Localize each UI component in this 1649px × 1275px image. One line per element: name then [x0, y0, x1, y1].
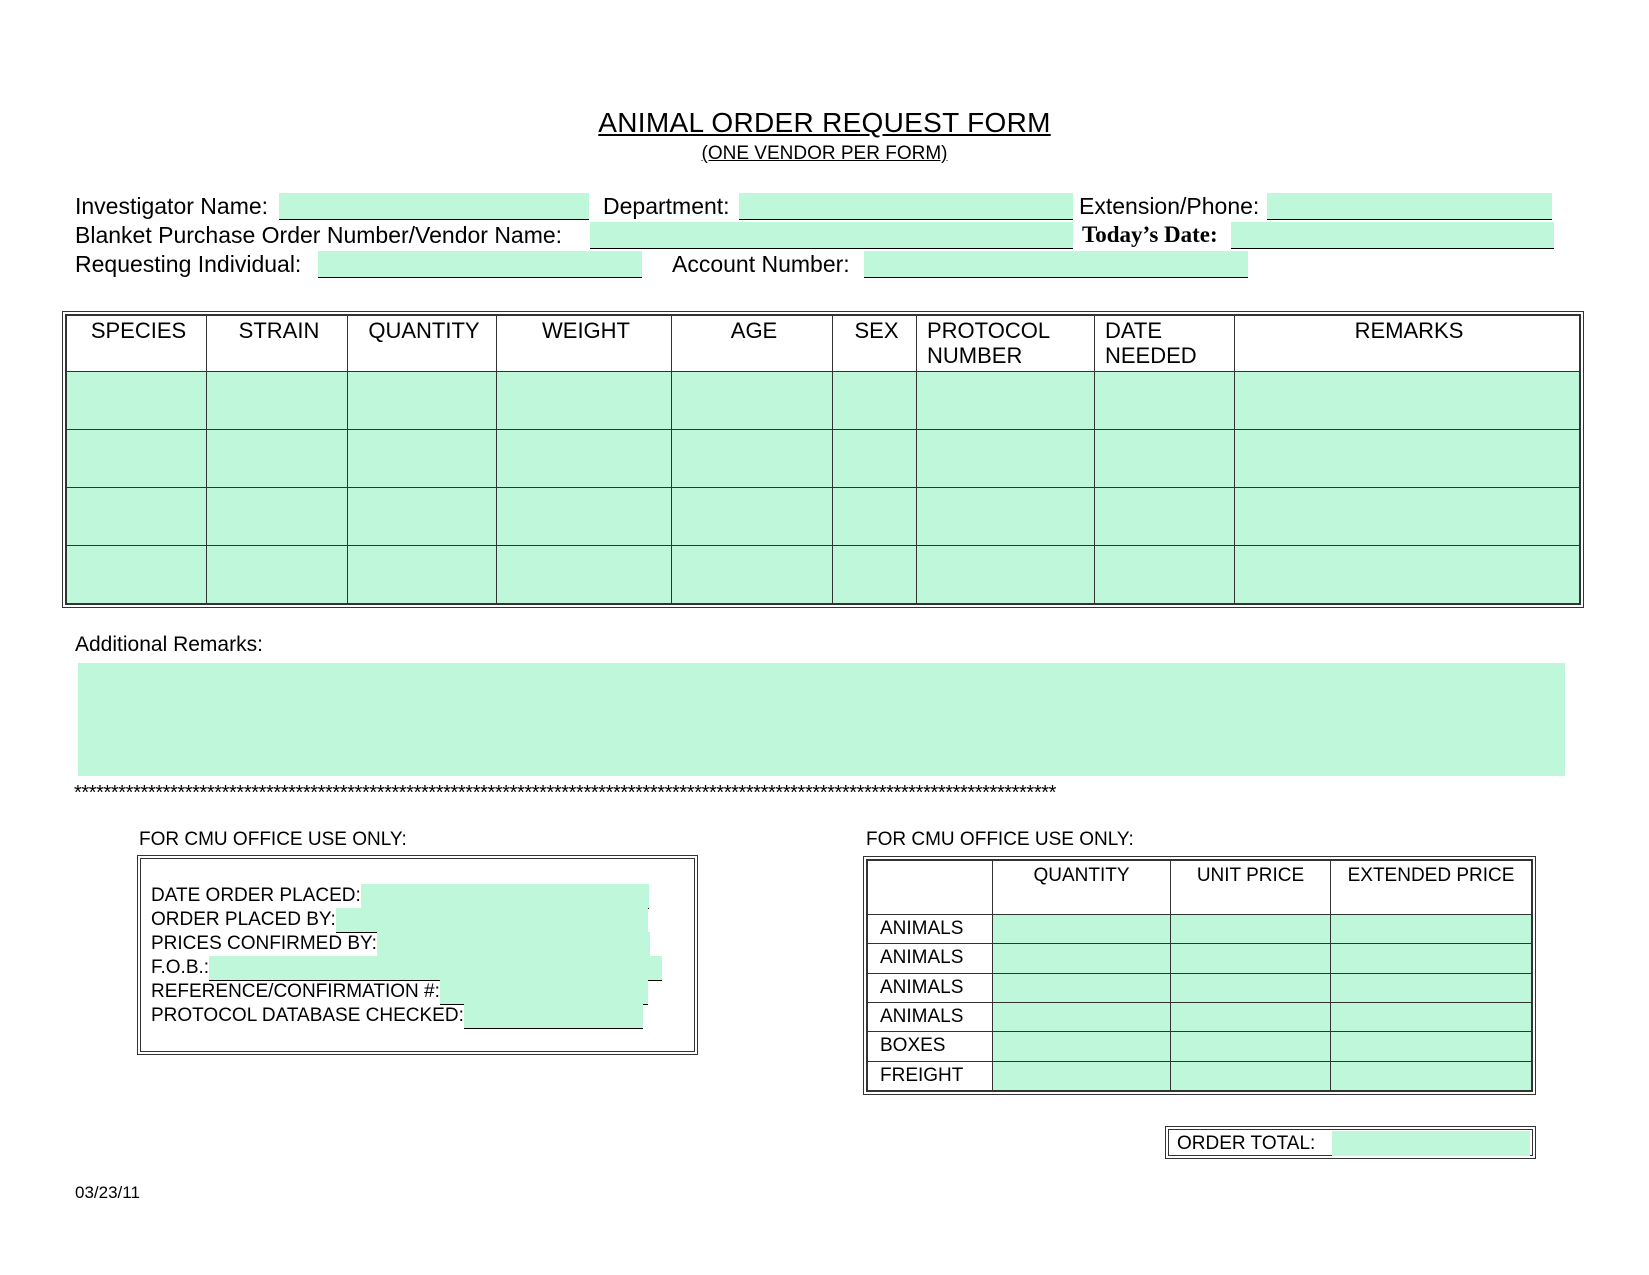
col-date-needed: DATE NEEDED: [1095, 316, 1235, 372]
unit-price-cell[interactable]: [1171, 915, 1331, 944]
quantity-cell[interactable]: [348, 430, 497, 488]
order-total-box: [1165, 1126, 1536, 1159]
date-order-placed-input[interactable]: [361, 884, 649, 909]
reference-confirmation-input[interactable]: [440, 980, 648, 1005]
remarks-cell[interactable]: [1235, 546, 1580, 604]
order-placed-by-input[interactable]: [336, 908, 648, 933]
col-price-quantity: QUANTITY: [993, 861, 1171, 915]
department-label: Department:: [603, 193, 730, 219]
investigator-name-input[interactable]: [279, 193, 589, 220]
protocol-number-cell[interactable]: [917, 372, 1095, 430]
col-weight: WEIGHT: [497, 316, 672, 372]
col-protocol-number: PROTOCOL NUMBER: [917, 316, 1095, 372]
table-row: [868, 973, 1532, 1002]
extended-price-cell[interactable]: [1331, 1061, 1532, 1090]
order-table: [62, 311, 1584, 608]
price-table-header: [868, 861, 1532, 915]
strain-cell[interactable]: [207, 546, 348, 604]
col-remarks: REMARKS: [1235, 316, 1580, 372]
prices-confirmed-by-label: PRICES CONFIRMED BY:: [151, 933, 377, 954]
extension-phone-input[interactable]: [1267, 193, 1552, 220]
sex-cell[interactable]: [833, 430, 917, 488]
extended-price-cell[interactable]: [1331, 915, 1532, 944]
prices-confirmed-by-input[interactable]: [377, 932, 650, 957]
form-title: ANIMAL ORDER REQUEST FORM: [598, 107, 1051, 138]
investigator-name-label: Investigator Name:: [75, 193, 269, 219]
unit-price-cell[interactable]: [1171, 1032, 1331, 1061]
order-total-input[interactable]: [1332, 1131, 1530, 1156]
order-placed-by-label: ORDER PLACED BY:: [151, 909, 336, 930]
quantity-cell[interactable]: [993, 915, 1171, 944]
quantity-cell[interactable]: [993, 1032, 1171, 1061]
table-row: [67, 430, 1580, 488]
protocol-number-cell[interactable]: [917, 488, 1095, 546]
remarks-cell[interactable]: [1235, 372, 1580, 430]
quantity-cell[interactable]: [348, 488, 497, 546]
weight-cell[interactable]: [497, 372, 672, 430]
requesting-individual-label: Requesting Individual:: [75, 251, 302, 277]
date-order-placed-row: [151, 884, 649, 909]
col-sex: SEX: [833, 316, 917, 372]
col-species: SPECIES: [67, 316, 207, 372]
age-cell[interactable]: [672, 546, 833, 604]
extension-phone-label: Extension/Phone:: [1079, 193, 1260, 219]
col-extended-price: EXTENDED PRICE: [1331, 861, 1532, 915]
reference-confirmation-row: [151, 980, 648, 1005]
table-row: [67, 488, 1580, 546]
office-use-box: [137, 855, 698, 1055]
age-cell[interactable]: [672, 488, 833, 546]
col-quantity: QUANTITY: [348, 316, 497, 372]
date-order-placed-label: DATE ORDER PLACED:: [151, 885, 361, 906]
weight-cell[interactable]: [497, 546, 672, 604]
price-table: [863, 856, 1536, 1095]
row-label-animals: ANIMALS: [868, 944, 993, 973]
quantity-cell[interactable]: [348, 372, 497, 430]
protocol-number-cell[interactable]: [917, 546, 1095, 604]
order-table-header: [67, 316, 1580, 372]
table-row: [868, 944, 1532, 973]
col-blank: [868, 861, 993, 915]
date-needed-cell[interactable]: [1095, 546, 1235, 604]
todays-date-input[interactable]: [1231, 222, 1554, 249]
protocol-database-checked-row: [151, 1004, 643, 1029]
row-label-animals: ANIMALS: [868, 915, 993, 944]
fob-input[interactable]: [209, 956, 662, 981]
quantity-cell[interactable]: [993, 944, 1171, 973]
unit-price-cell[interactable]: [1171, 1061, 1331, 1090]
remarks-cell[interactable]: [1235, 488, 1580, 546]
col-strain: STRAIN: [207, 316, 348, 372]
sex-cell[interactable]: [833, 546, 917, 604]
table-row: [868, 915, 1532, 944]
table-row: [67, 546, 1580, 604]
fob-label: F.O.B.:: [151, 957, 210, 978]
table-row: [868, 1032, 1532, 1061]
col-unit-price: UNIT PRICE: [1171, 861, 1331, 915]
quantity-cell[interactable]: [993, 1002, 1171, 1031]
quantity-cell[interactable]: [993, 973, 1171, 1002]
extended-price-cell[interactable]: [1331, 944, 1532, 973]
species-cell[interactable]: [67, 372, 207, 430]
row-label-boxes: BOXES: [868, 1032, 993, 1061]
account-number-input[interactable]: [864, 251, 1248, 278]
age-cell[interactable]: [672, 372, 833, 430]
prices-confirmed-by-row: [151, 932, 650, 957]
separator-stars: *************************************************************************************************************************************: [74, 782, 1056, 804]
date-needed-cell[interactable]: [1095, 430, 1235, 488]
species-cell[interactable]: [67, 546, 207, 604]
strain-cell[interactable]: [207, 372, 348, 430]
species-cell[interactable]: [67, 430, 207, 488]
blanket-po-input[interactable]: [590, 222, 1073, 249]
order-placed-by-row: [151, 908, 648, 933]
requesting-individual-input[interactable]: [318, 251, 642, 278]
form-subtitle: (ONE VENDOR PER FORM): [701, 143, 948, 164]
extended-price-cell[interactable]: [1331, 1002, 1532, 1031]
order-total-label: ORDER TOTAL:: [1177, 1133, 1316, 1154]
col-age: AGE: [672, 316, 833, 372]
age-cell[interactable]: [672, 430, 833, 488]
additional-remarks-input[interactable]: [78, 663, 1565, 776]
sex-cell[interactable]: [833, 488, 917, 546]
quantity-cell[interactable]: [348, 546, 497, 604]
remarks-cell[interactable]: [1235, 430, 1580, 488]
office-use-heading-right: FOR CMU OFFICE USE ONLY:: [866, 829, 1134, 850]
extended-price-cell[interactable]: [1331, 973, 1532, 1002]
row-label-freight: FREIGHT: [868, 1061, 993, 1090]
date-needed-cell[interactable]: [1095, 488, 1235, 546]
unit-price-cell[interactable]: [1171, 1002, 1331, 1031]
revision-date: 03/23/11: [75, 1183, 140, 1202]
unit-price-cell[interactable]: [1171, 944, 1331, 973]
fob-row: [151, 956, 662, 981]
sex-cell[interactable]: [833, 372, 917, 430]
date-needed-cell[interactable]: [1095, 372, 1235, 430]
weight-cell[interactable]: [497, 488, 672, 546]
table-row: [868, 1061, 1532, 1090]
protocol-database-checked-label: PROTOCOL DATABASE CHECKED:: [151, 1005, 464, 1026]
protocol-database-checked-input[interactable]: [464, 1004, 643, 1029]
department-input[interactable]: [739, 193, 1073, 220]
office-use-heading-left: FOR CMU OFFICE USE ONLY:: [139, 829, 407, 850]
unit-price-cell[interactable]: [1171, 973, 1331, 1002]
row-label-animals: ANIMALS: [868, 973, 993, 1002]
blanket-po-label: Blanket Purchase Order Number/Vendor Name:: [75, 222, 563, 248]
weight-cell[interactable]: [497, 430, 672, 488]
protocol-number-cell[interactable]: [917, 430, 1095, 488]
strain-cell[interactable]: [207, 488, 348, 546]
table-row: [868, 1002, 1532, 1031]
account-number-label: Account Number:: [672, 251, 850, 277]
quantity-cell[interactable]: [993, 1061, 1171, 1090]
extended-price-cell[interactable]: [1331, 1032, 1532, 1061]
species-cell[interactable]: [67, 488, 207, 546]
reference-confirmation-label: REFERENCE/CONFIRMATION #:: [151, 981, 440, 1002]
todays-date-label: Today’s Date:: [1082, 222, 1218, 247]
additional-remarks-label: Additional Remarks:: [75, 633, 263, 656]
strain-cell[interactable]: [207, 430, 348, 488]
row-label-animals: ANIMALS: [868, 1002, 993, 1031]
table-row: [67, 372, 1580, 430]
